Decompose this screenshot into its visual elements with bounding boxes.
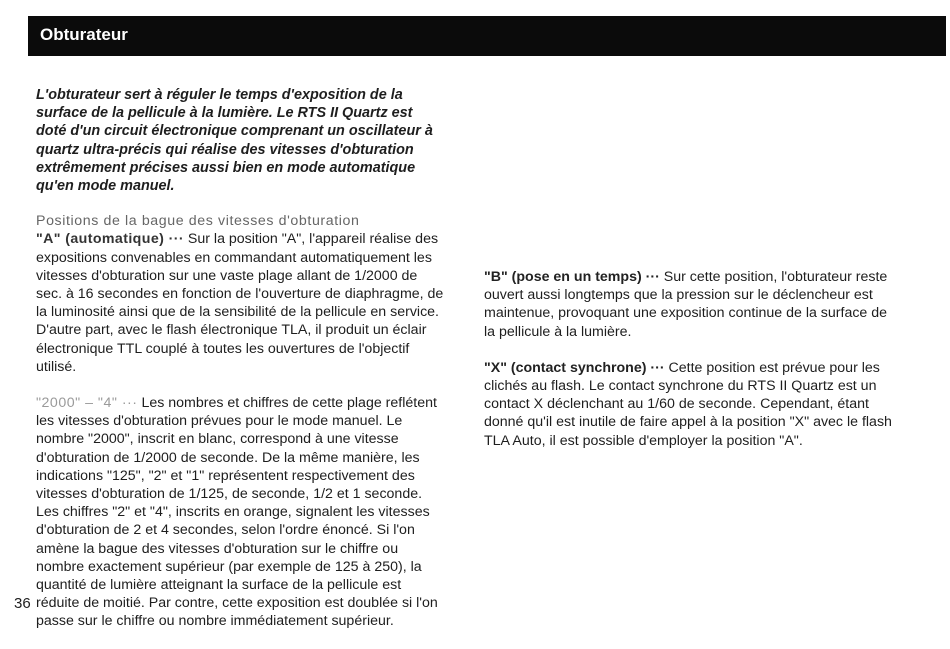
bulb-lead: "B" (pose en un temps) ··· xyxy=(484,269,660,285)
x-sync-text: Cette position est prévue pour les clichés au flash. Le contact synchrone du RTS II Quartz est un contact X déclenchant au 1/60 de seconde. Cependant, étant donné qu'il est inutile de faire appel à la position "X" avec le flash TLA Auto, il est possible d'employer la position "A". xyxy=(484,359,892,449)
page-title: Obturateur xyxy=(40,25,128,44)
bulb-text: Sur cette position, l'obturateur reste ouvert aussi longtemps que la pression sur le déclencheur est maintenue, provoquant une exposition continue de la surface de la pellicule à la lumière. xyxy=(484,269,888,340)
range-lead: "2000" – "4" ··· xyxy=(36,395,138,412)
auto-text: Sur la position "A", l'appareil réalise des expositions convenables en commandant automatiquement les vitesses d'obturation sur une vaste plage allant de 1/2000 de sec. à 16 secondes en fonction de l'ouverture de diaphragme, de la luminosité ainsi que de la sensibilité de la pellicule en service. D'autre part, avec le flash électronique TLA, il produit un éclair électronique TTL couplé à toutes les ouvertures de l'objectif utilisé. xyxy=(36,231,444,375)
section-title: Positions de la bague des vitesses d'obturation xyxy=(36,213,360,230)
intro-paragraph: L'obturateur sert à réguler le temps d'exposition de la surface de la pellicule à la lumière. Le RTS II Quartz est doté d'un circuit électronique comprenant un oscillateur à quartz ultra-précis qui réalise des vitesses d'obturation extrêmement précises aussi bien en mode automatique qu'en mode manuel. xyxy=(36,87,433,195)
right-column xyxy=(484,86,894,468)
left-column xyxy=(36,86,444,649)
bulb-paragraph xyxy=(484,268,894,341)
auto-paragraph xyxy=(36,212,444,376)
section-header-bar xyxy=(28,16,946,56)
x-sync-paragraph xyxy=(484,359,894,450)
auto-lead: "A" (automatique) ··· xyxy=(36,231,184,248)
page-number: 36 xyxy=(14,595,31,612)
range-text: Les nombres et chiffres de cette plage reflétent les vitesses d'obturation prévues pour le mode manuel. Le nombre "2000", inscrit en blanc, correspond à une vitesse d'obturation de 1/2000 de seconde. De la même manière, les indications "125", "2" et "1" représentent respectivement des vitesses d'obturation de 1/125, de seconde, 1/2 et 1 seconde. Les chiffres "2" et "4", inscrits en orange, signalent les vitesses d'obturation de 2 et 4 secondes, selon l'ordre énoncé. Si l'on amène la bague des vitesses d'obturation sur le chiffre ou nombre exactement supérieur (par exemple de 125 à 250), la quantité de lumière atteignant la surface de la pellicule est réduite de moitié. Par contre, cette exposition est doublée si l'on passe sur le chiffre ou nombre immédiatement supérieur. xyxy=(36,395,438,630)
range-paragraph xyxy=(36,394,444,631)
x-sync-lead: "X" (contact synchrone) ··· xyxy=(484,359,665,376)
